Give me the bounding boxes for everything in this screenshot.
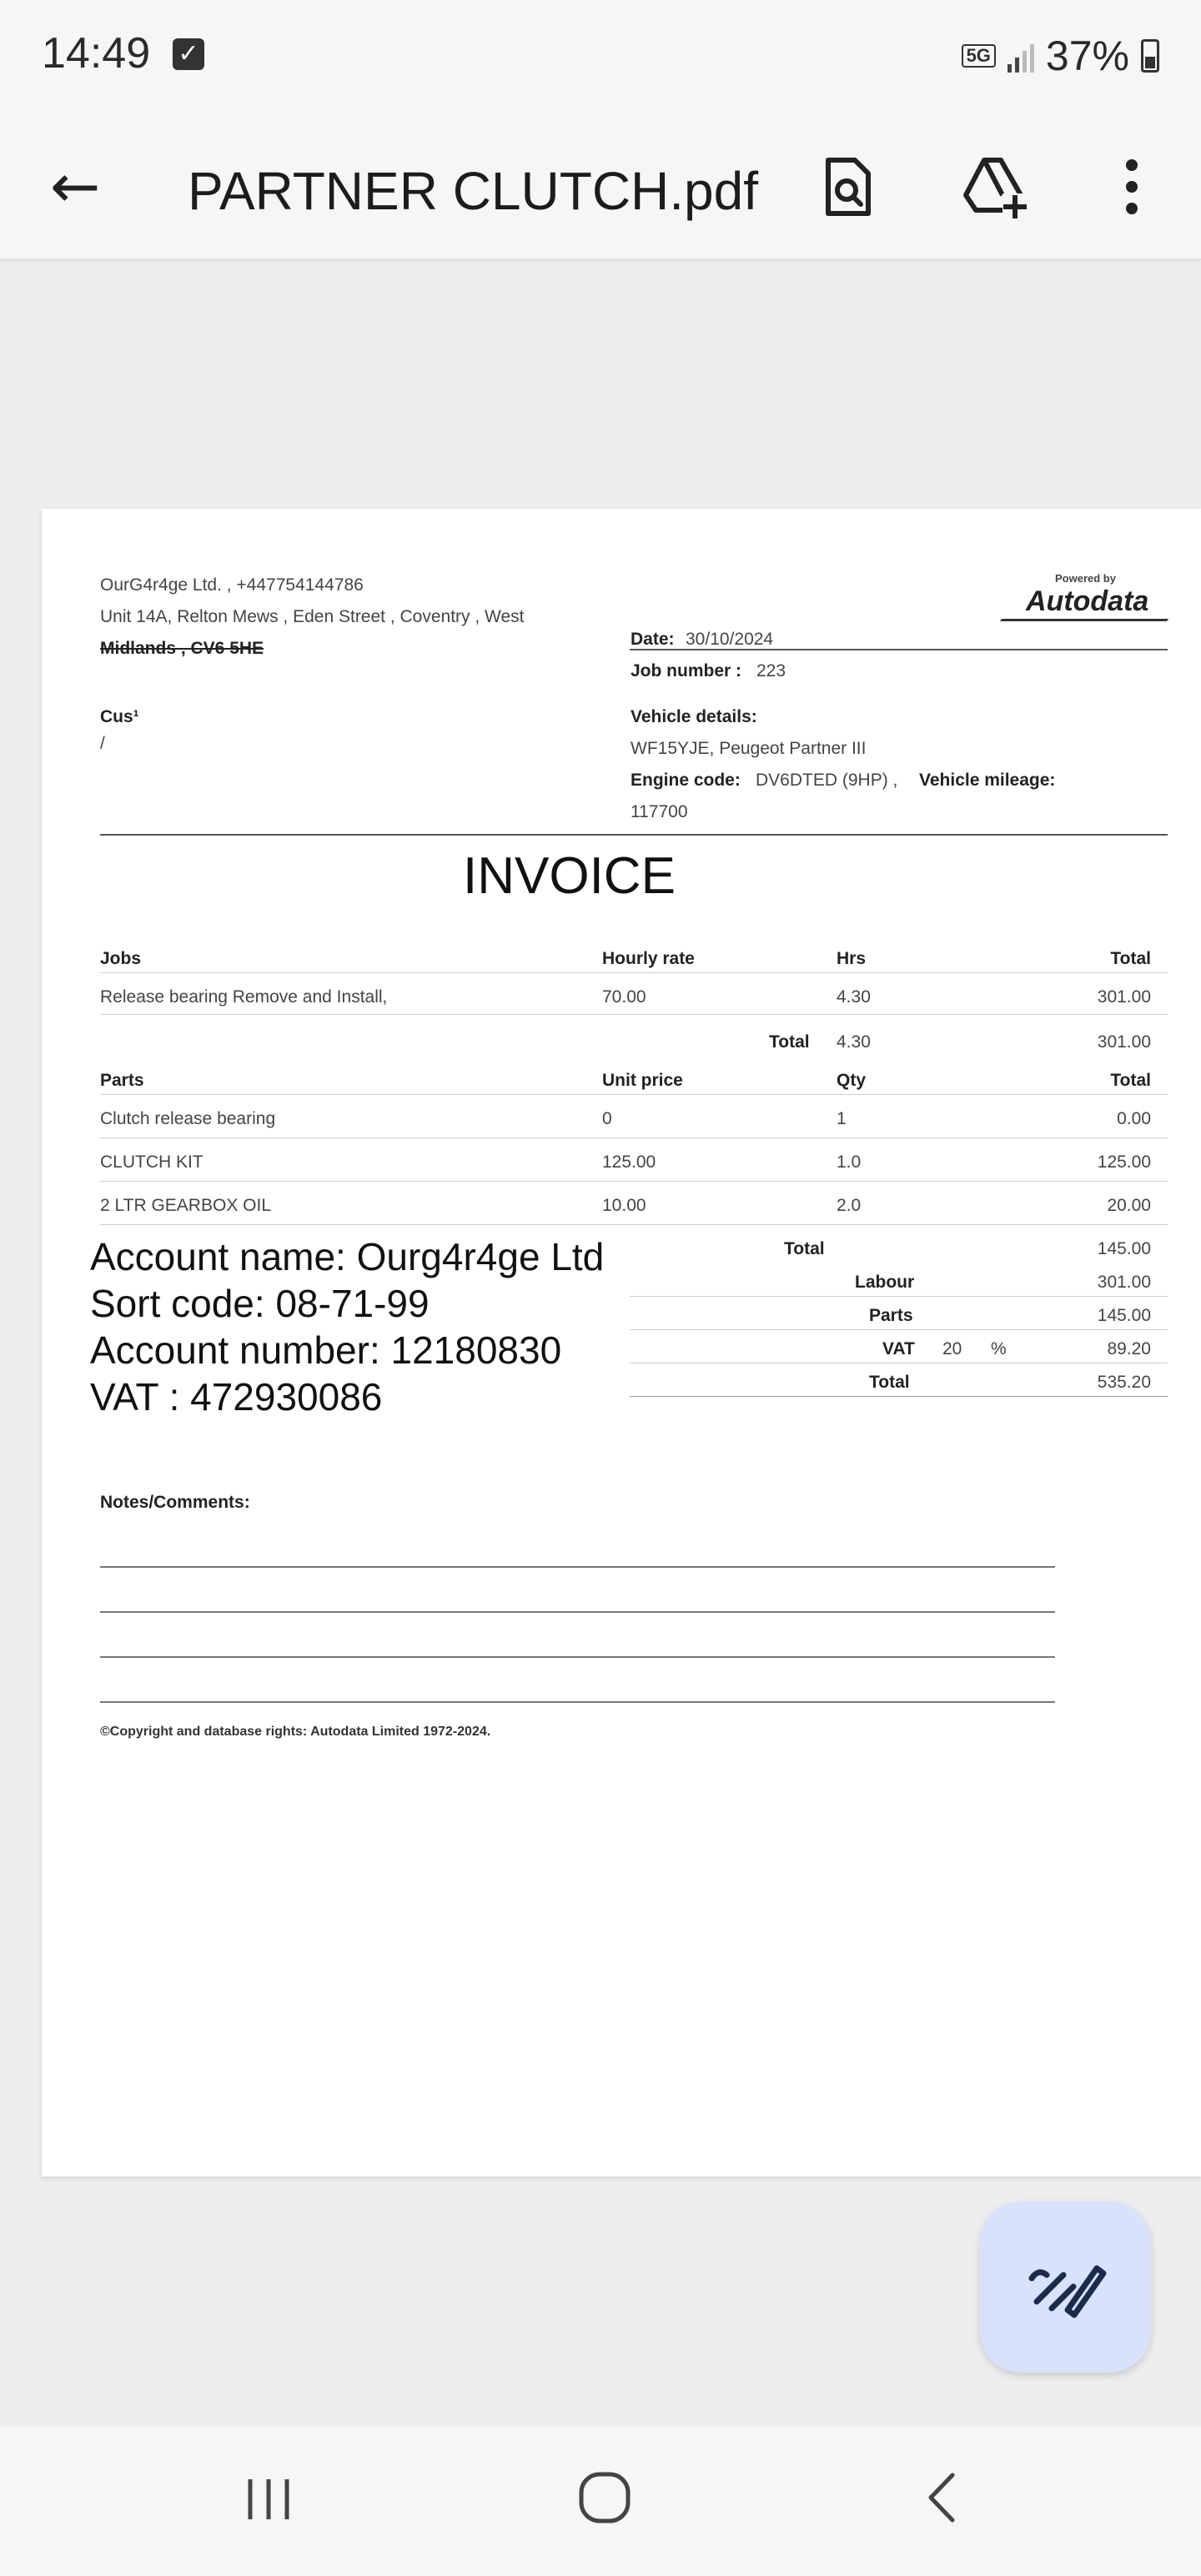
notes-line	[100, 1701, 1055, 1703]
pen-scribble-icon	[980, 2202, 1151, 2373]
summary-rule	[630, 1296, 1168, 1297]
job-rate: 70.00	[602, 987, 646, 1007]
parts-total-label: Total	[784, 1239, 825, 1258]
part-qty: 2.0	[837, 1196, 862, 1215]
customer-label: Cus¹	[100, 707, 139, 726]
signal-icon	[1008, 39, 1034, 73]
pdf-page	[42, 509, 1201, 2177]
jobs-total-label: Total	[769, 1032, 810, 1052]
job-total: 301.00	[1097, 987, 1151, 1007]
part-price: 125.00	[602, 1152, 656, 1172]
part-price: 0	[602, 1109, 612, 1128]
add-to-drive-icon[interactable]	[959, 152, 1029, 222]
brand-powered-by: Powered by	[1055, 572, 1116, 585]
vehicle-details-value: WF15YJE, Peugeot Partner III	[631, 739, 867, 758]
part-total: 125.00	[1097, 1152, 1151, 1172]
parts-header-total: Total	[1110, 1071, 1151, 1090]
summary-vat-rate: 20	[942, 1339, 962, 1358]
home-icon[interactable]	[575, 2468, 634, 2527]
vehicle-details-label: Vehicle details:	[631, 707, 757, 726]
part-qty: 1	[837, 1109, 847, 1128]
notes-line	[100, 1656, 1055, 1658]
back-arrow-icon[interactable]: ←	[50, 151, 101, 221]
part-name: Clutch release bearing	[100, 1109, 276, 1128]
summary-parts-value: 145.00	[1097, 1306, 1151, 1325]
part-total: 0.00	[1117, 1109, 1151, 1128]
summary-parts-label: Parts	[869, 1306, 913, 1325]
checkbox-notification-icon: ✓	[173, 38, 204, 70]
vehicle-mileage-value: 117700	[631, 802, 688, 821]
jobs-header-hrs: Hrs	[837, 949, 867, 968]
company-line-1: OurG4r4ge Ltd. , +447754144786	[100, 575, 364, 595]
sort-code: Sort code: 08-71-99	[90, 1282, 430, 1325]
job-description: Release bearing Remove and Install,	[100, 987, 388, 1007]
jobs-header-total: Total	[1110, 949, 1151, 968]
part-qty: 1.0	[837, 1152, 862, 1172]
jobs-header-rate: Hourly rate	[602, 949, 695, 968]
jobs-total-hrs: 4.30	[837, 1032, 871, 1052]
company-line-2: Unit 14A, Relton Mews , Eden Street , Coventry , West	[100, 607, 525, 626]
customer-value: /	[100, 734, 105, 753]
jobs-total-value: 301.00	[1097, 1032, 1151, 1052]
notes-label: Notes/Comments:	[100, 1493, 250, 1512]
summary-total-value: 535.20	[1097, 1373, 1151, 1392]
summary-labour-value: 301.00	[1097, 1273, 1151, 1292]
engine-code-value: DV6DTED (9HP) ,	[756, 771, 898, 790]
more-options-icon[interactable]	[1097, 152, 1167, 222]
part-name: CLUTCH KIT	[100, 1152, 204, 1172]
account-number: Account number: 12180830	[90, 1328, 562, 1372]
invoice-title: INVOICE	[463, 847, 676, 905]
summary-rule	[630, 1329, 1168, 1330]
app-bar	[0, 117, 1201, 260]
part-total: 20.00	[1107, 1196, 1151, 1215]
table-rule	[100, 1014, 1168, 1015]
table-rule	[100, 1224, 1168, 1225]
table-rule	[100, 972, 1168, 973]
summary-rule	[630, 1396, 1168, 1397]
company-line-3: Midlands , CV6 5HE	[100, 639, 264, 658]
job-number-label: Job number :	[631, 661, 742, 680]
section-rule	[100, 834, 1168, 836]
table-rule	[100, 1181, 1168, 1182]
status-indicators	[962, 32, 1159, 80]
date-label: Date:	[631, 630, 675, 649]
notes-line	[100, 1611, 1055, 1613]
status-bar	[0, 0, 1201, 117]
part-name: 2 LTR GEARBOX OIL	[100, 1196, 272, 1215]
parts-header-price: Unit price	[602, 1071, 683, 1090]
date-value: 30/10/2024	[686, 630, 774, 649]
jobs-header-jobs: Jobs	[100, 949, 142, 968]
battery-icon	[1141, 39, 1159, 73]
vat-number: VAT : 472930086	[90, 1375, 383, 1419]
status-time: 14:49	[42, 29, 151, 78]
table-rule	[100, 1094, 1168, 1095]
summary-total-label: Total	[869, 1373, 910, 1392]
summary-labour-label: Labour	[855, 1273, 915, 1292]
autodata-logo: Autodata	[1026, 585, 1149, 617]
document-title: PARTNER CLUTCH.pdf	[188, 161, 758, 221]
vehicle-mileage-label: Vehicle mileage:	[919, 771, 1056, 790]
copyright-text: ©Copyright and database rights: Autodata Limited 1972-2024.	[100, 1725, 491, 1739]
network-type-icon: 5G	[962, 44, 996, 68]
logo-underline	[1000, 619, 1169, 621]
edit-fab-button[interactable]	[980, 2202, 1151, 2373]
part-price: 10.00	[602, 1196, 646, 1215]
summary-vat-label: VAT	[882, 1339, 915, 1358]
summary-vat-value: 89.20	[1107, 1339, 1151, 1358]
parts-total-value: 145.00	[1097, 1239, 1151, 1258]
recent-apps-icon[interactable]	[242, 2473, 295, 2526]
account-name: Account name: Ourg4r4ge Ltd	[90, 1235, 605, 1278]
table-rule	[100, 1137, 1168, 1138]
job-number-value: 223	[756, 661, 786, 680]
battery-percent: 37%	[1045, 33, 1129, 79]
summary-vat-percent: %	[991, 1339, 1007, 1358]
search-document-icon[interactable]	[813, 152, 883, 222]
parts-header-qty: Qty	[837, 1071, 867, 1090]
engine-code-label: Engine code:	[631, 771, 741, 790]
job-hrs: 4.30	[837, 987, 871, 1007]
system-nav-bar	[0, 2427, 1201, 2576]
parts-header-parts: Parts	[100, 1071, 144, 1090]
notes-line	[100, 1566, 1055, 1568]
back-nav-icon[interactable]	[917, 2468, 967, 2527]
